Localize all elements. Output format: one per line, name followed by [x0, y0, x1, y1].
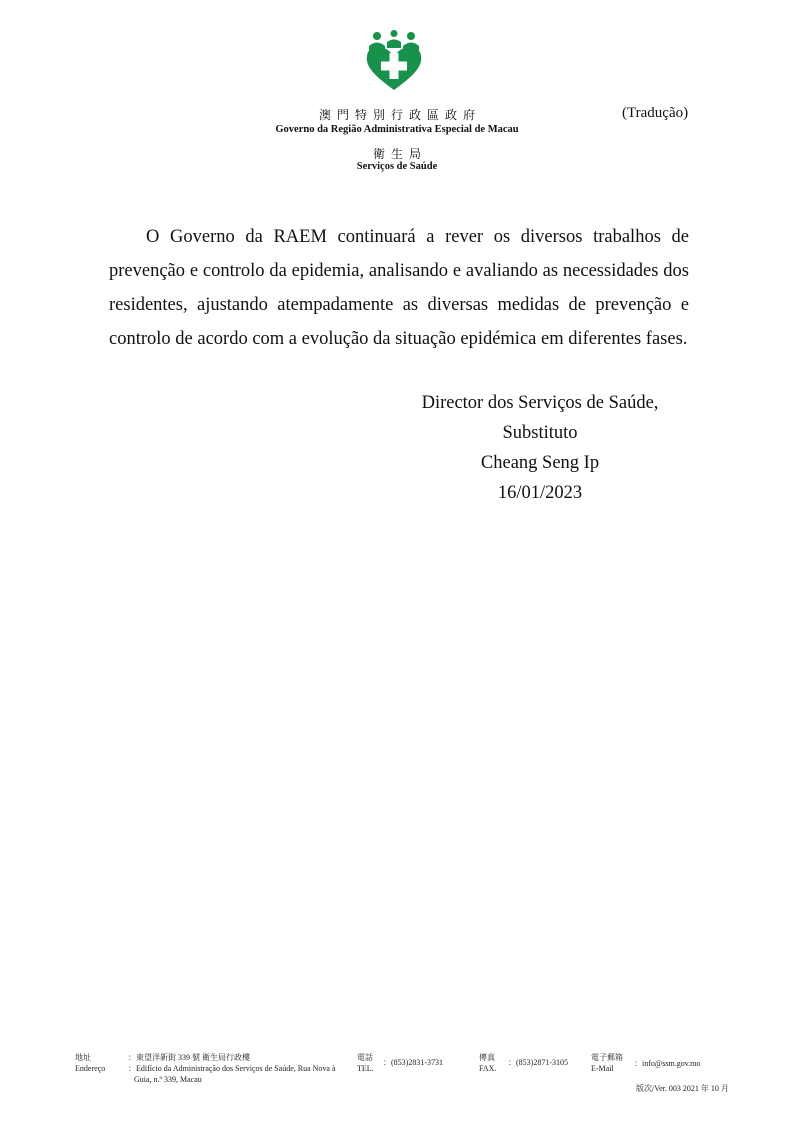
dept-name-portuguese: Serviços de Saúde: [356, 161, 438, 172]
gov-name-chinese: 澳門特別行政區政府: [318, 108, 481, 122]
footer-email-label-cn: 電子郵箱: [591, 1053, 623, 1062]
ssm-logo-icon: [364, 30, 424, 92]
footer-fax-label-cn: 傳真: [479, 1053, 495, 1062]
signature-title: Director dos Serviços de Saúde,: [421, 393, 659, 413]
footer-tel-label-pt: TEL.: [357, 1064, 374, 1073]
gov-name-portuguese: Governo da Região Administrativa Especial de Macau: [275, 124, 519, 135]
footer-address-pt-line1: ：Edifício da Administração dos Serviços de Saúde, Rua Nova à: [128, 1064, 336, 1073]
footer-address-label-pt: Endereço: [75, 1064, 106, 1073]
footer-email-label: [591, 1052, 623, 1074]
footer-fax-label-pt: FAX.: [479, 1064, 497, 1073]
version-note: 版次/Ver. 003 2021 年 10 月: [636, 1084, 729, 1093]
signature-role: Substituto: [502, 423, 578, 443]
footer-tel-label: [357, 1052, 374, 1074]
footer-email-label-pt: E-Mail: [591, 1064, 614, 1073]
footer-fax-value: ：(853)2871-3105: [508, 1058, 568, 1067]
footer-tel-value: ：(853)2831-3731: [383, 1058, 443, 1067]
footer-address-value: [128, 1052, 343, 1085]
footer-fax-label: [479, 1052, 496, 1074]
signature-block: [380, 388, 700, 508]
body-paragraph: O Governo da RAEM continuará a rever os diversos trabalhos de prevenção e controlo da epidemia, analisando e avaliando as necessidades dos residentes, ajustando atempadamente as diversas medidas de prevenção e controlo de acordo com a evolução da situação epidémica em diferentes fases.: [109, 227, 689, 349]
footer-tel-label-cn: 電話: [357, 1053, 373, 1062]
signature-date: 16/01/2023: [497, 483, 583, 503]
dept-name-chinese: 衛生局: [372, 147, 427, 161]
footer-address-label-cn: 地址: [75, 1053, 91, 1062]
footer-address-pt-line2: Guia, n.º 339, Macau: [134, 1075, 202, 1084]
footer-address-label: [75, 1052, 105, 1074]
signature-name: Cheang Seng Ip: [480, 453, 600, 473]
translation-note: (Tradução): [622, 105, 689, 121]
footer-address-cn: ：東望洋新街 339 號 衛生局行政樓: [128, 1053, 250, 1062]
footer-email-value[interactable]: ：info@ssm.gov.mo: [634, 1059, 701, 1068]
